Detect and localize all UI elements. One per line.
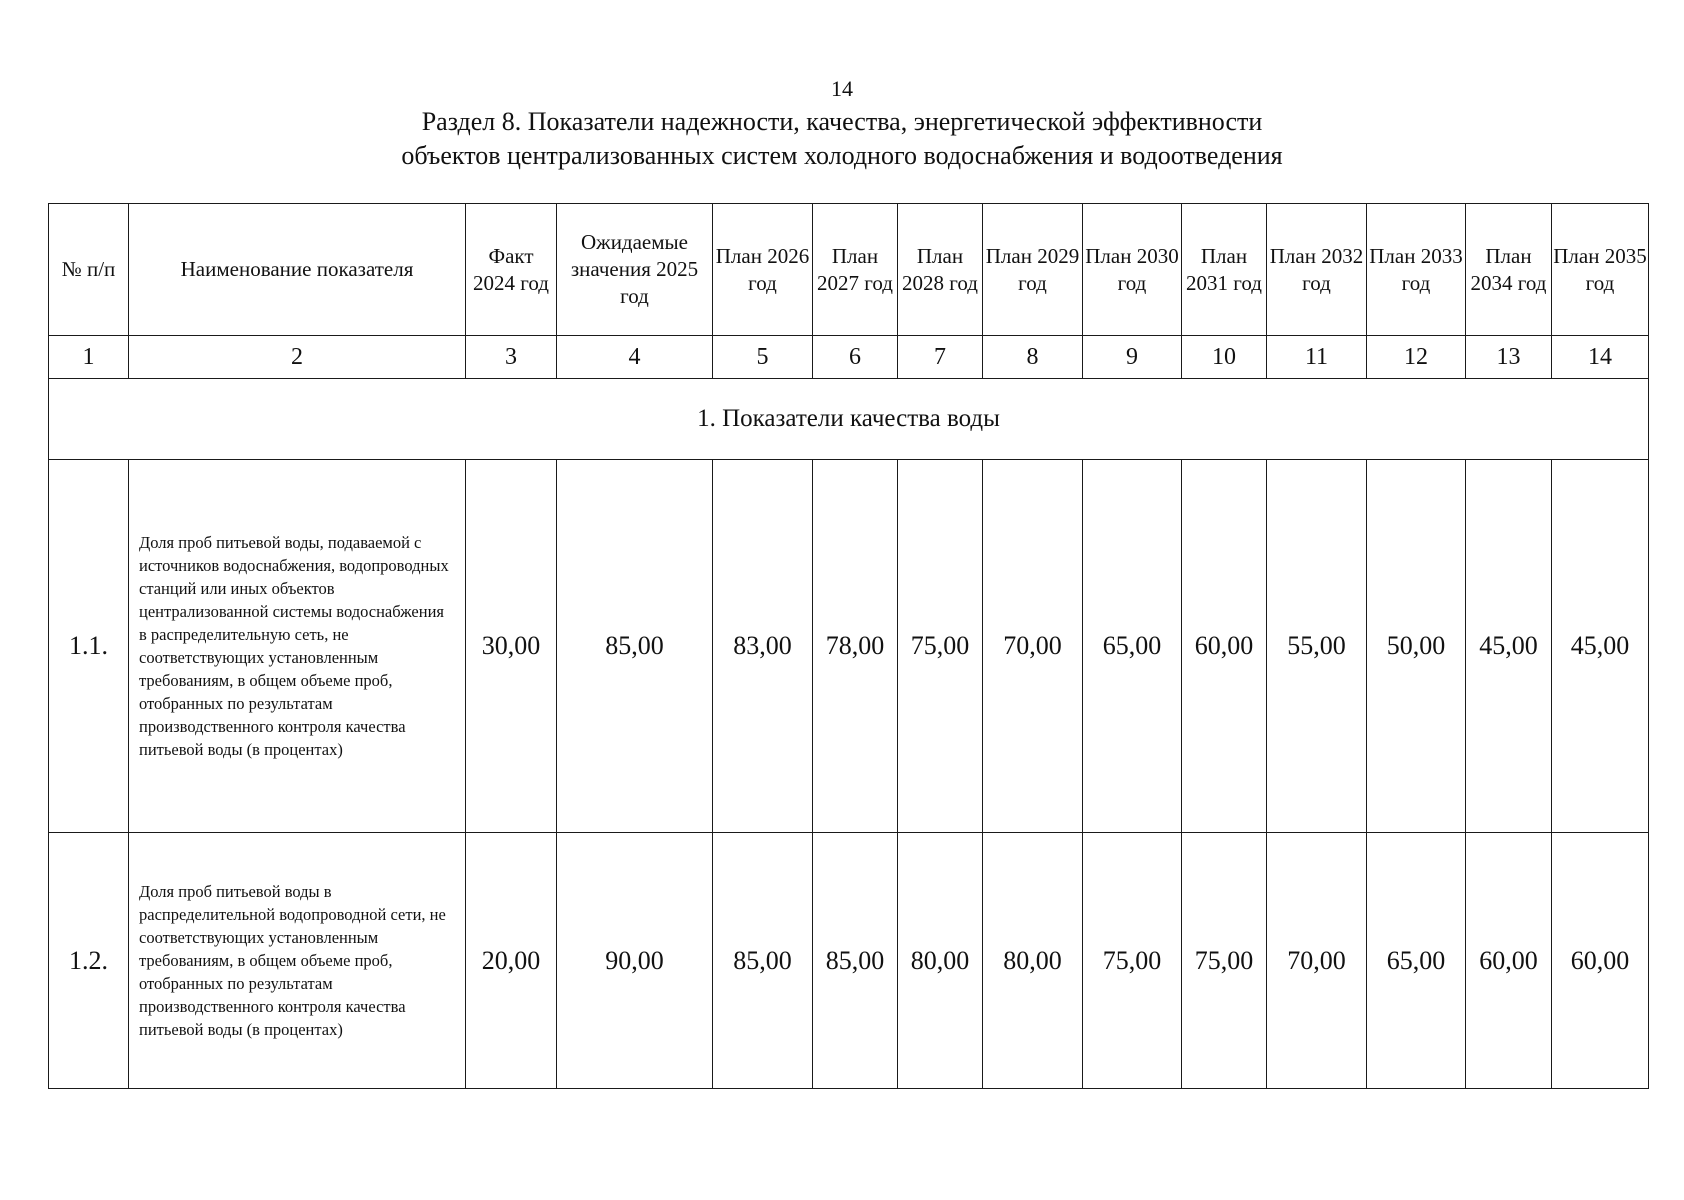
value-cell: 70,00: [983, 460, 1083, 833]
value-cell: 60,00: [1466, 833, 1552, 1089]
column-number-cell: 1: [49, 336, 129, 379]
column-number-cell: 3: [466, 336, 557, 379]
header-cell: План 2027 год: [813, 204, 898, 336]
column-number-row: [49, 336, 1649, 379]
column-number-cell: 4: [557, 336, 713, 379]
header-row: [49, 204, 1649, 336]
value-cell: 75,00: [898, 460, 983, 833]
row-index-cell: 1.2.: [49, 833, 129, 1089]
column-number-cell: 5: [713, 336, 813, 379]
section-title: [0, 105, 1684, 173]
column-number-cell: 7: [898, 336, 983, 379]
value-cell: 20,00: [466, 833, 557, 1089]
indicator-name-cell: Доля проб питьевой воды, подаваемой с источников водоснабжения, водопроводных станций или иных объектов централизованной системы водоснабжения в распределительную сеть, не соответствующих установленным требованиям, в общем объеме проб, отобранных по результатам производственного контроля качества питьевой воды (в процентах): [129, 460, 466, 833]
header-cell: Наименование показателя: [129, 204, 466, 336]
page-number: 14: [831, 76, 853, 101]
column-number-cell: 2: [129, 336, 466, 379]
value-cell: 70,00: [1267, 833, 1367, 1089]
header-cell: Ожидаемые значения 2025 год: [557, 204, 713, 336]
header-cell: План 2031 год: [1182, 204, 1267, 336]
header-cell: План 2035 год: [1552, 204, 1649, 336]
value-cell: 65,00: [1083, 460, 1182, 833]
value-cell: 60,00: [1552, 833, 1649, 1089]
header-cell: План 2026 год: [713, 204, 813, 336]
column-number-cell: 12: [1367, 336, 1466, 379]
value-cell: 50,00: [1367, 460, 1466, 833]
value-cell: 80,00: [898, 833, 983, 1089]
value-cell: 30,00: [466, 460, 557, 833]
value-cell: 90,00: [557, 833, 713, 1089]
column-number-cell: 10: [1182, 336, 1267, 379]
column-number-cell: 11: [1267, 336, 1367, 379]
table-row: [49, 833, 1649, 1089]
section-header-row: [49, 379, 1649, 460]
value-cell: 83,00: [713, 460, 813, 833]
section-title-line-1: Раздел 8. Показатели надежности, качества, энергетической эффективности: [421, 107, 1263, 136]
row-index-cell: 1.1.: [49, 460, 129, 833]
value-cell: 75,00: [1083, 833, 1182, 1089]
value-cell: 60,00: [1182, 460, 1267, 833]
value-cell: 45,00: [1552, 460, 1649, 833]
column-number-cell: 14: [1552, 336, 1649, 379]
value-cell: 85,00: [713, 833, 813, 1089]
section-title-line-2: объектов централизованных систем холодного водоснабжения и водоотведения: [401, 141, 1283, 170]
header-cell: План 2029 год: [983, 204, 1083, 336]
indicators-table: [48, 203, 1649, 1089]
column-number-cell: 6: [813, 336, 898, 379]
value-cell: 45,00: [1466, 460, 1552, 833]
value-cell: 55,00: [1267, 460, 1367, 833]
column-number-cell: 9: [1083, 336, 1182, 379]
value-cell: 65,00: [1367, 833, 1466, 1089]
header-cell: План 2030 год: [1083, 204, 1182, 336]
header-cell: № п/п: [49, 204, 129, 336]
header-cell: Факт 2024 год: [466, 204, 557, 336]
table-row: [49, 460, 1649, 833]
header-cell: План 2033 год: [1367, 204, 1466, 336]
column-number-cell: 13: [1466, 336, 1552, 379]
section-header-cell: 1. Показатели качества воды: [49, 379, 1649, 460]
value-cell: 75,00: [1182, 833, 1267, 1089]
value-cell: 78,00: [813, 460, 898, 833]
value-cell: 85,00: [557, 460, 713, 833]
indicator-name-cell: Доля проб питьевой воды в распределительной водопроводной сети, не соответствующих установленным требованиям, в общем объеме проб, отобранных по результатам производственного контроля качества питьевой воды (в процентах): [129, 833, 466, 1089]
column-number-cell: 8: [983, 336, 1083, 379]
header-cell: План 2032 год: [1267, 204, 1367, 336]
header-cell: План 2028 год: [898, 204, 983, 336]
value-cell: 85,00: [813, 833, 898, 1089]
header-cell: План 2034 год: [1466, 204, 1552, 336]
value-cell: 80,00: [983, 833, 1083, 1089]
